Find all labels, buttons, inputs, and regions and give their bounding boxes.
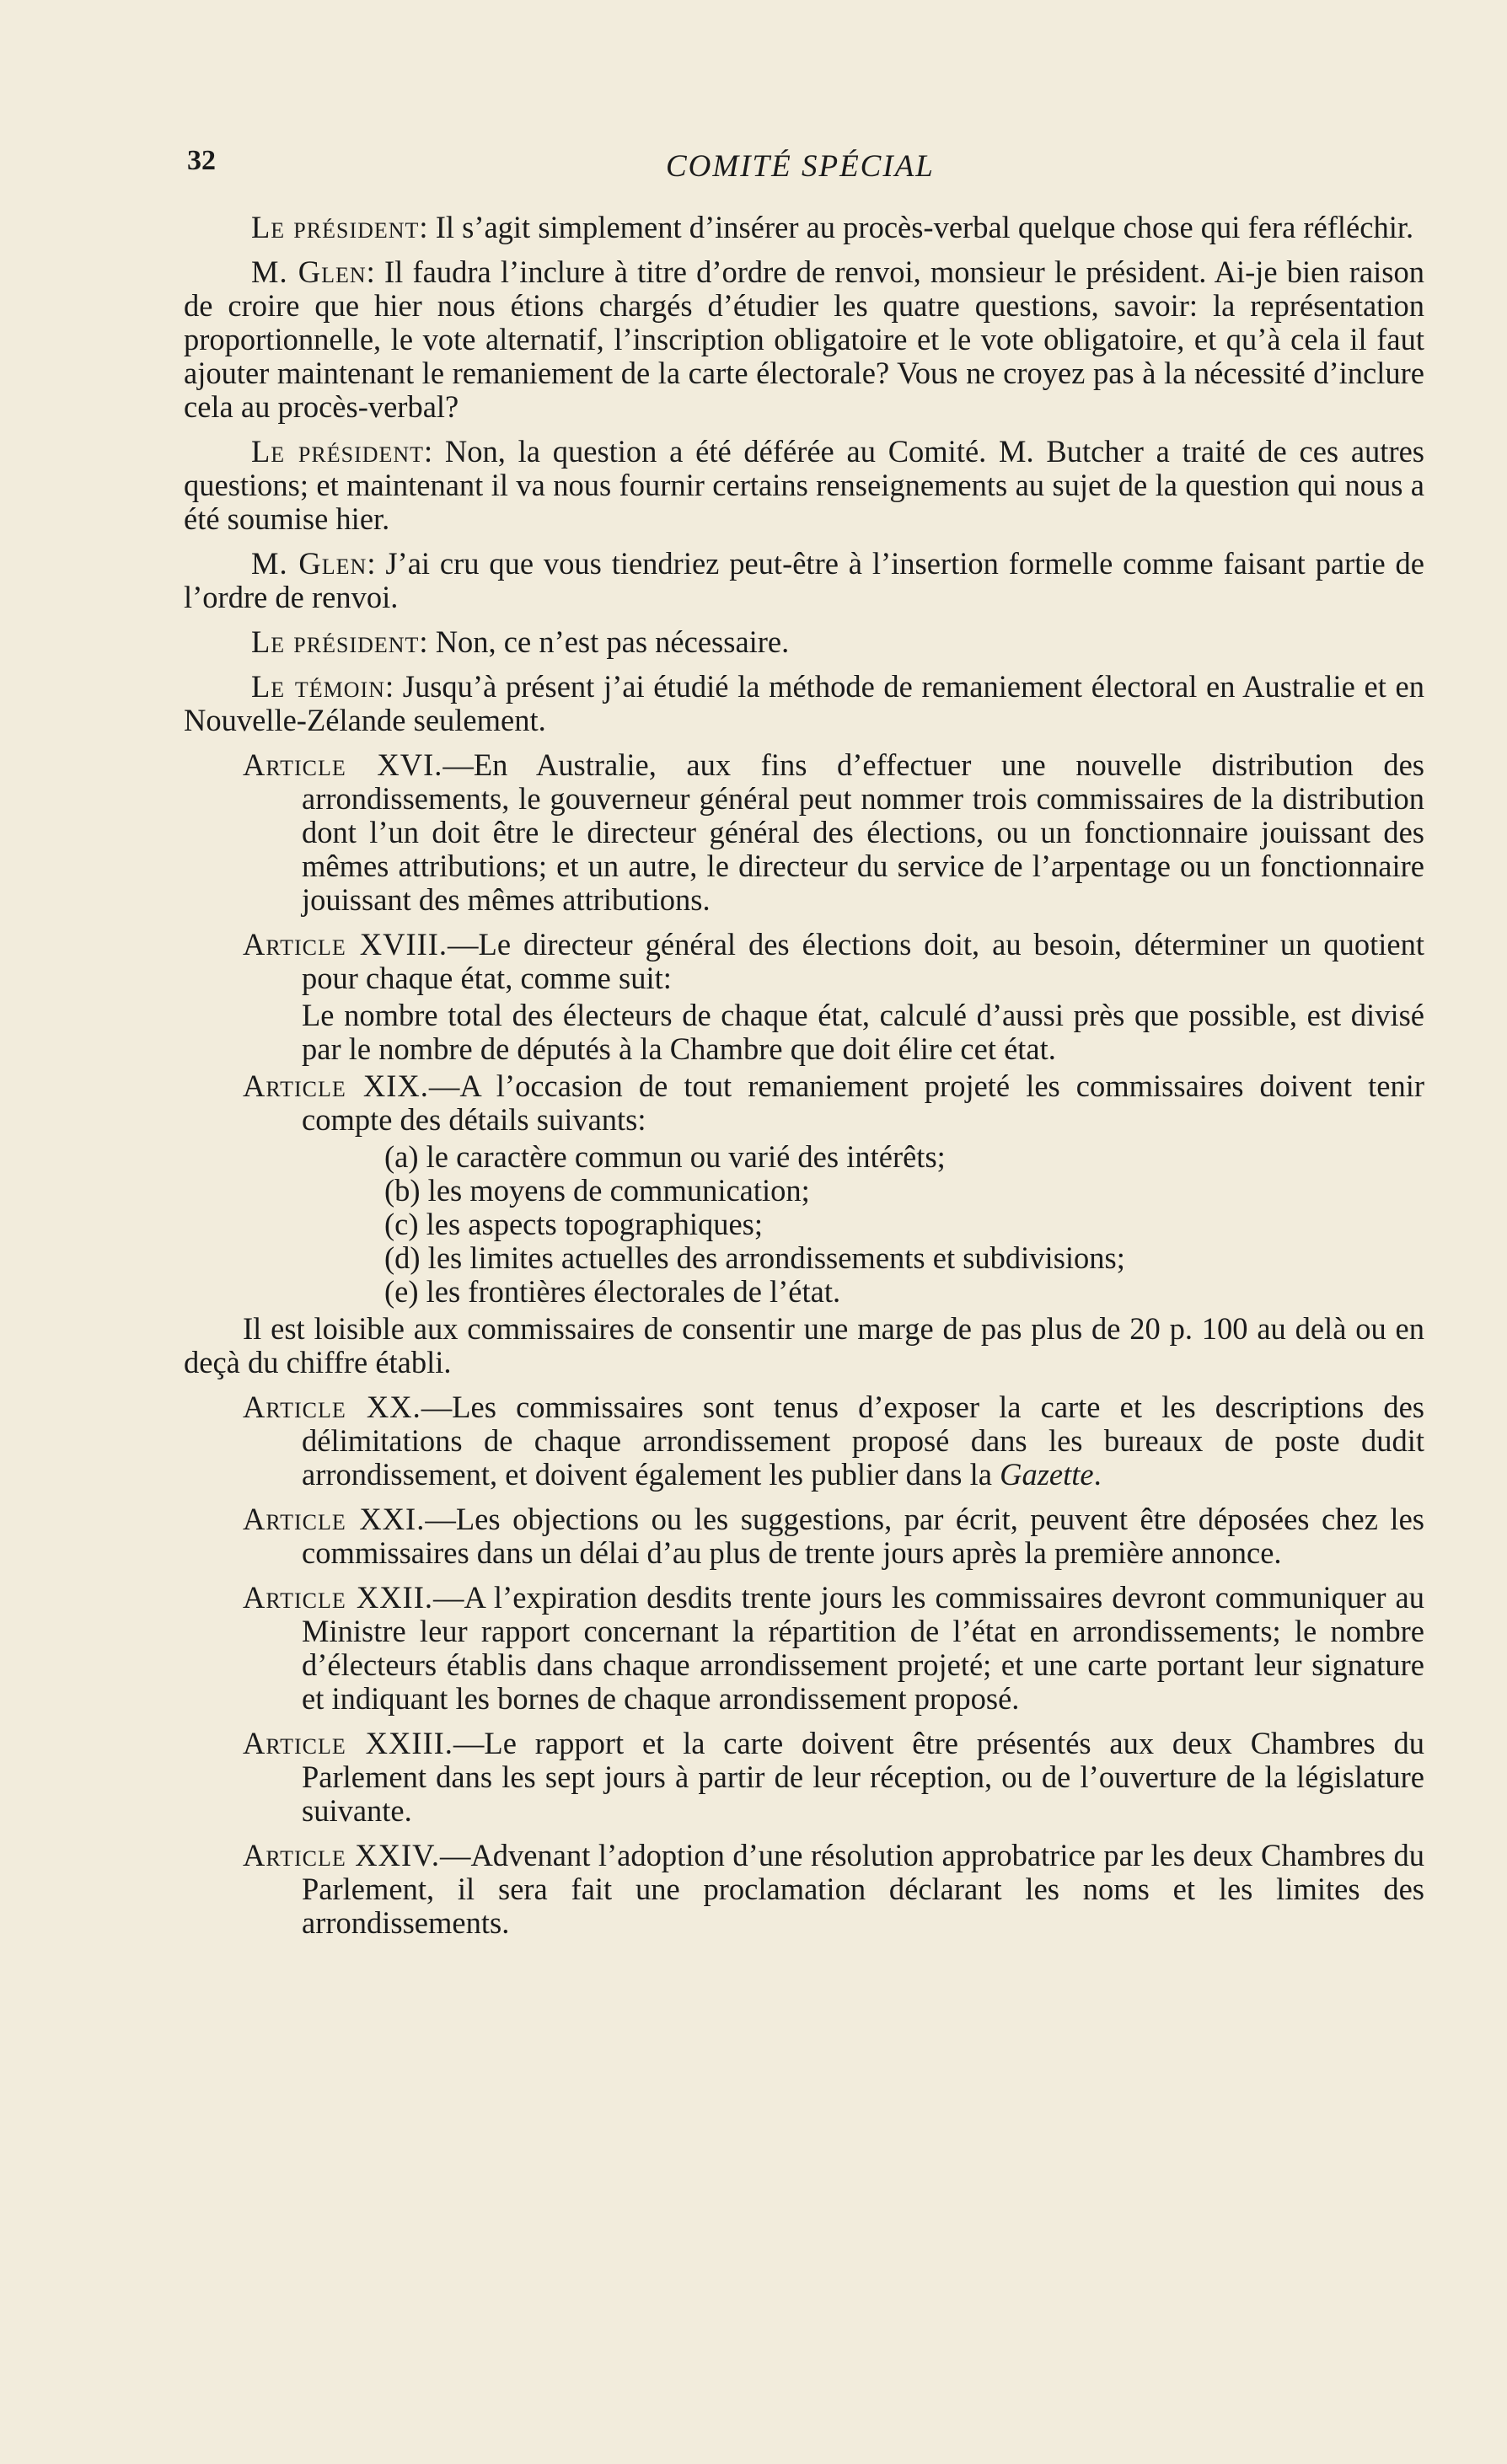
speech-text: : Jusqu’à présent j’ai étudié la méthode de remaniement électoral en Australie et en Nouvelle-Zélande seulement. [184,669,1424,737]
speaker-name: Le président [251,434,425,469]
speech-text: : J’ai cru que vous tiendriez peut-être à l’insertion formelle comme faisant partie de l’ordre de renvoi. [184,546,1424,614]
article-text: —Le directeur général des élections doit, au besoin, déterminer un quotient pour chaque état, comme suit: [302,927,1425,995]
dialogue-paragraph [184,625,1424,659]
article-xix-items [184,1140,1424,1309]
article-xix-note: Il est loisible aux commissaires de consentir une marge de pas plus de 20 p. 100 au delà ou en deçà du chiffre établi. [184,1311,1424,1379]
dialogue-paragraph [184,435,1424,536]
dialogue-paragraph [184,547,1424,614]
speaker-name: M. Glen [251,546,367,581]
gazette-title: Gazette [1000,1457,1094,1492]
article-xxiv [184,1839,1424,1940]
article-title: Article XVI. [243,747,443,782]
article-title: Article XIX. [243,1069,429,1103]
article-text: —Les commissaires sont tenus d’exposer la carte et les descriptions des délimitations de chaque arrondissement proposé dans les bureaux de poste dudit arrondissement, et doivent également les publier dans la [302,1390,1424,1492]
body-text [184,211,1424,1951]
speaker-name: Le témoin [251,669,385,704]
speech-text: : Non, ce n’est pas nécessaire. [419,624,790,659]
article-title: Article XX. [243,1390,421,1424]
article-text: —En Australie, aux fins d’effectuer une nouvelle distribution des arrondissements, le gouverneur général peut nommer trois commissaires de la distribution dont l’un doit être le directeur général des élections, ou un fonctionnaire jouissant des mêmes attributions; et un autre, le directeur du service de l’arpentage ou un fonctionnaire jouissant des mêmes attributions. [302,747,1424,917]
list-item: (c) les aspects topographiques; [384,1207,764,1241]
article-title: Article XVIII. [243,927,448,961]
page-header [0,145,1507,196]
article-xxii [184,1581,1424,1716]
list-item: (a) le caractère commun ou varié des intérêts; [384,1139,946,1174]
running-title: COMITÉ SPÉCIAL [666,149,935,184]
article-xix [184,1069,1424,1137]
article-xxi [184,1503,1424,1570]
speech-text: : Il faudra l’inclure à titre d’ordre de renvoi, monsieur le président. Ai-je bien raison de croire que hier nous étions chargés d’étudier les quatre questions, savoir: la représentation proportionnelle, le vote alternatif, l’inscription obligatoire et le vote obligatoire, et qu’à cela il faut ajouter maintenant le remaniement de la carte électorale? Vous ne croyez pas à la nécessité d’inclure cela au procès-verbal? [184,254,1424,424]
list-item: (b) les moyens de communication; [384,1173,810,1208]
dialogue-paragraph [184,211,1424,244]
article-title: Article XXI. [243,1502,426,1536]
speaker-name: M. Glen [251,254,367,289]
article-xvi [184,748,1424,917]
article-text: —Les objections ou les suggestions, par écrit, peuvent être déposées chez les commissaires dans un délai d’au plus de trente jours après la première annonce. [302,1502,1424,1570]
article-title: Article XXII. [243,1580,433,1615]
dialogue-paragraph [184,670,1424,737]
article-text: —A l’occasion de tout remaniement projeté les commissaires doivent tenir compte des détails suivants: [302,1069,1424,1137]
page-number: 32 [187,145,216,176]
list-item: (e) les frontières électorales de l’état. [384,1274,841,1309]
dialogue-paragraph [184,255,1424,424]
speech-text: : Il s’agit simplement d’insérer au procès-verbal quelque chose qui fera réfléchir. [419,210,1414,244]
article-title: Article XXIII. [243,1726,453,1760]
speaker-name: Le président [251,624,420,659]
article-end: . [1093,1457,1102,1492]
article-xviii [184,928,1424,995]
article-xviii-detail: Le nombre total des électeurs de chaque état, calculé d’aussi près que possible, est divisé par le nombre de députés à la Chambre que doit élire cet état. [302,998,1424,1066]
article-xx [184,1390,1424,1492]
speech-text: : Non, la question a été déférée au Comité. M. Butcher a traité de ces autres questions; et maintenant il va nous fournir certains renseignements au sujet de la question qui nous a été soumise hier. [184,434,1425,536]
article-text: —Le rapport et la carte doivent être présentés aux deux Chambres du Parlement dans les sept jours à partir de leur réception, ou de l’ouverture de la législature suivante. [302,1726,1425,1828]
list-item: (d) les limites actuelles des arrondissements et subdivisions; [384,1240,1125,1275]
article-xxiii [184,1727,1424,1828]
article-title: Article XXIV. [243,1838,440,1872]
article-text: —Advenant l’adoption d’une résolution approbatrice par les deux Chambres du Parlement, il sera fait une proclamation déclarant les noms et les limites des arrondissements. [302,1838,1425,1940]
speaker-name: Le président [251,210,420,244]
article-text: —A l’expiration desdits trente jours les commissaires devront communiquer au Ministre leur rapport concernant la répartition de l’état en arrondissements; le nombre d’électeurs établis dans chaque arrondissement projeté; et une carte portant leur signature et indiquant les bornes de chaque arrondissement proposé. [302,1580,1424,1716]
